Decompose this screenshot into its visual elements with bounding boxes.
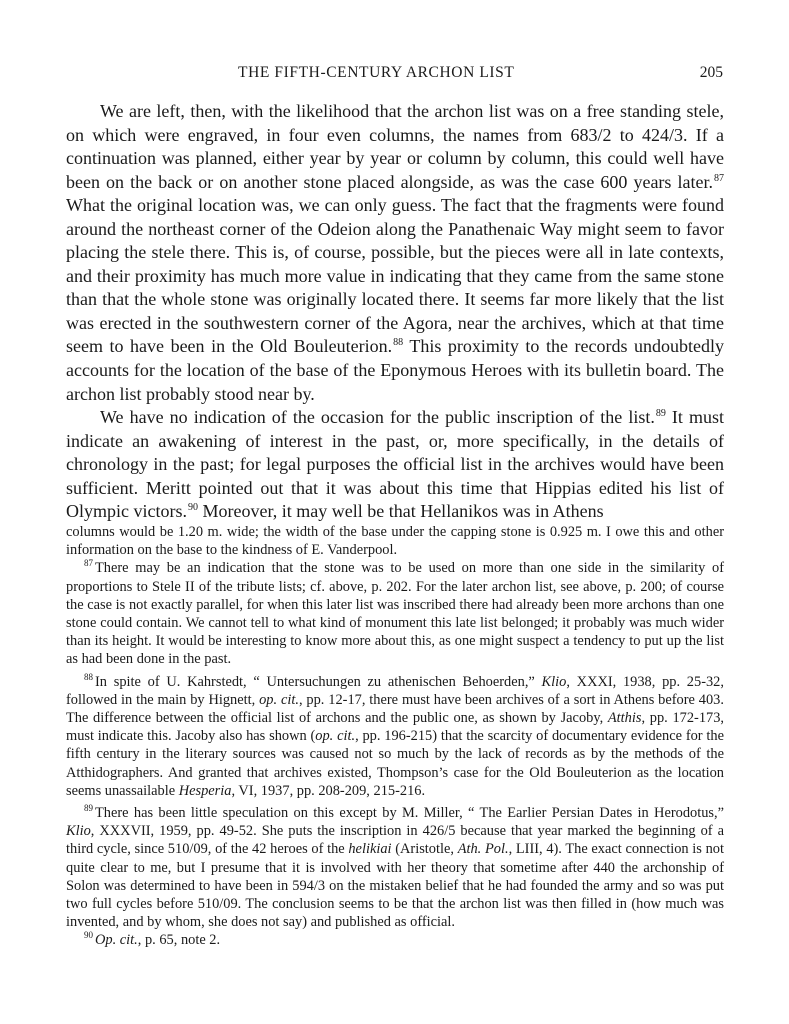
body-paragraph-2 xyxy=(66,406,724,524)
body-paragraph-2-part-b: It must indicate an awakening of interest in the past, or, more specifically, in the details of chronology in the past; for legal purposes the official list in the archives would have been sufficient. Meritt pointed out that it was about this time that Hippias edited his list of Olympic victors. xyxy=(66,407,724,522)
footnote-88-italic-3: Atthis xyxy=(607,710,642,727)
footnote-88 xyxy=(66,673,724,800)
footnote-88-italic-2: op. cit. xyxy=(259,691,299,708)
footnote-89-text-1: There has been little speculation on this except by M. Miller, “ The Earlier Persian Dates in Herodotus,” xyxy=(95,805,724,822)
running-head xyxy=(0,64,789,88)
footnote-90 xyxy=(66,931,724,949)
footnote-89-italic-1: Klio xyxy=(66,823,91,840)
footnote-continued: columns would be 1.20 m. wide; the width of the base under the capping stone is 0.925 m. I owe this and other information on the base to the kindness of E. Vanderpool. xyxy=(66,524,724,559)
footnote-88-text-6: , VI, 1937, pp. 208-209, 215-216. xyxy=(231,782,426,799)
footnote-88-italic-5: Hesperia xyxy=(178,782,232,799)
footnote-90-text-1: , p. 65, note 2. xyxy=(137,932,221,949)
footnote-ref-90: 90 xyxy=(187,502,198,514)
page-number: 205 xyxy=(699,64,723,81)
footnote-ref-89: 89 xyxy=(655,408,666,420)
body-paragraph-1-part-b: What the original location was, we can only guess. The fact that the fragments were found around the northeast corner of the Odeion along the Panathenaic Way might seem to favor placing the stele there. This is, of course, possible, but the pieces were all in late contexts, and their proximity has much more value in indicating that they came from the same stone than that the whole stone was originally located there. It seems far more likely that the list was erected in the southwestern corner of the Agora, near the archives, which at that time seem to have been in the Old Bouleuterion. xyxy=(66,195,724,357)
body-paragraph-2-part-a: We have no indication of the occasion for the public inscription of the list. xyxy=(100,407,655,428)
footnote-88-text-3: , pp. 12-17, there must have been archives of a sort in Athens before 403. The difference between the official list of archons and the public one, as shown by Jacoby, xyxy=(66,691,724,727)
footnote-number-90: 90 xyxy=(84,930,93,941)
body-paragraph-1-part-c: This proximity to the records undoubtedly accounts for the location of the base of the Eponymous Heroes with its bulletin board. The archon list probably stood near by. xyxy=(66,336,724,404)
footnote-ref-87: 87 xyxy=(714,172,724,184)
main-text xyxy=(66,100,724,524)
footnote-88-text-4: , pp. 172-173, must indicate this. Jacoby also has shown ( xyxy=(66,710,725,745)
footnote-89-italic-2: helikiai xyxy=(348,841,392,858)
footnote-88-text-1: In spite of U. Kahrstedt, “ Untersuchungen zu athenischen Behoerden,” xyxy=(95,673,542,690)
body-paragraph-1-part-a: We are left, then, with the likelihood that the archon list was on a free standing stele, on which were engraved, in four even columns, the names from 683/2 to 424/3. If a continuation was planned, either year by year or column by column, this could well have been on the back or on another stone placed alongside, as was the case 600 years later. xyxy=(66,101,724,192)
footnote-ref-88: 88 xyxy=(393,337,404,349)
footnote-89-text-2: , XXXVII, 1959, pp. 49-52. She puts the inscription in 426/5 because that year marked the beginning of a third cycle, since 510/09, of the 42 heroes of the xyxy=(66,823,724,858)
footnote-89-text-4: , LIII, 4). The exact connection is not quite clear to me, but I presume that it is involved with her theory that sometime after 440 the archonship of Solon was determined to have been in 594/3 on the mistaken belief that he had founded the army and so was put two full cycles before 510/09. The conclusion seems to be that the archon list was then filled in (how much was invented, and by whom, she does not say) and published as official. xyxy=(66,841,724,931)
footnote-89-text-3: (Aristotle, xyxy=(391,841,458,858)
footnote-87-text: There may be an indication that the stone was to be used on more than one side in the similarity of proportions to Stele II of the tribute lists; cf. above, p. 202. For the later archon list, see above, p. 200; of course the case is not exactly parallel, for when this later list was inscribed there had already been more archons than one stone could contain. We cannot tell to what kind of monument this late list belonged; it probably was much wider than its height. It would be interesting to know more about this, as one might suspect a tendency to put up the list as had been done in the past. xyxy=(66,560,724,668)
footnote-88-italic-1: Klio xyxy=(541,673,567,690)
footnote-89 xyxy=(66,804,724,931)
footnote-number-88: 88 xyxy=(84,671,93,682)
footnote-87 xyxy=(66,559,724,668)
footnote-89-italic-3: Ath. Pol. xyxy=(457,841,509,858)
body-paragraph-1 xyxy=(66,100,724,406)
footnotes xyxy=(66,523,724,950)
body-paragraph-2-part-c: Moreover, it may well be that Hellanikos was in Athens xyxy=(197,501,604,522)
footnote-88-text-5: , pp. 196-215) that the scarcity of documentary evidence for the fifth century in the literary sources was caused not so much by the lack of records as by the methods of the Atthidographers. And granted that archives existed, Thompson’s case for the Old Bouleuterion as the location seems unassailable xyxy=(66,728,724,799)
footnote-88-text-2: , XXXI, 1938, pp. 25-32, followed in the main by Hignett, xyxy=(66,673,724,708)
running-title: THE FIFTH-CENTURY ARCHON LIST xyxy=(238,64,515,81)
footnote-88-italic-4: op. cit. xyxy=(315,728,356,745)
footnote-number-89: 89 xyxy=(84,803,93,814)
footnote-number-87: 87 xyxy=(84,558,93,569)
footnote-90-italic-1: Op. cit. xyxy=(95,932,138,949)
